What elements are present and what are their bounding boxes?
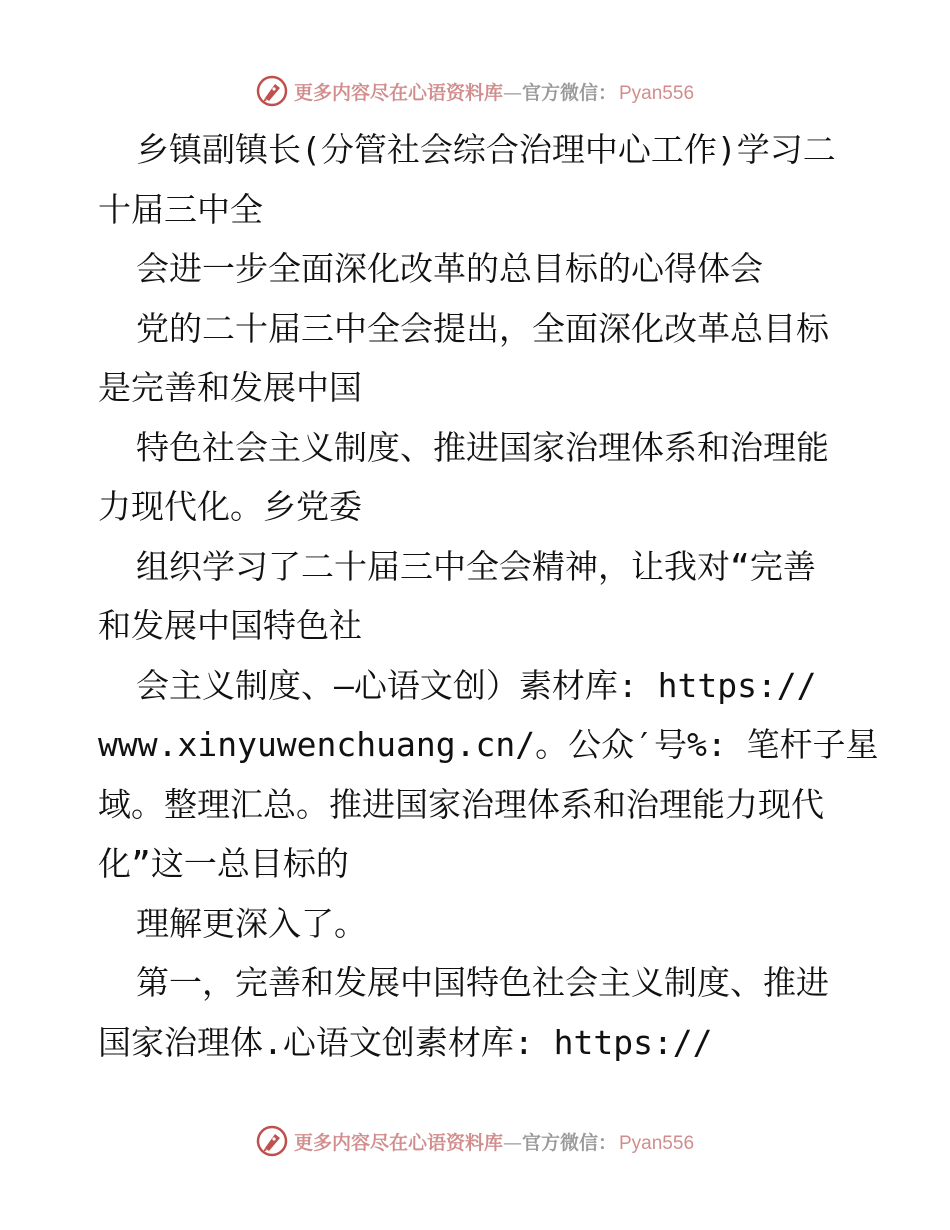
doc-line: 会主义制度、—心语文创）素材库: https:// (136, 665, 817, 705)
footer-banner-wechat-id: Pyan556 (619, 1132, 695, 1154)
doc-line: 十届三中全 (98, 189, 263, 229)
doc-line: 是完善和发展中国 (98, 368, 362, 407)
header-banner-wechat-id: Pyan556 (619, 82, 695, 104)
doc-line: 党的二十届三中全会提出，全面深化改革总目标 (136, 308, 829, 348)
doc-line: 会进一步全面深化改革的总目标的心得体会 (136, 249, 763, 288)
header-banner-separator: — (502, 81, 522, 104)
header-banner-wechat-label: 官方微信： (521, 81, 617, 104)
doc-line: 第一，完善和发展中国特色社会主义制度、推进 (136, 963, 829, 1002)
document-body (98, 120, 879, 1072)
footer-banner-title: 更多内容尽在心语资料库 (293, 1131, 503, 1154)
doc-line: 乡镇副镇长(分管社会综合治理中心工作)学习二 (136, 130, 836, 169)
footer-banner-wechat-label: 官方微信： (521, 1131, 617, 1154)
doc-line: 力现代化。乡党委 (98, 487, 362, 526)
doc-line: www.xinyuwenchuang.cn/。公众′号%: 笔杆子星 (98, 725, 879, 764)
doc-line: 特色社会主义制度、推进国家治理体系和治理能 (136, 427, 829, 467)
footer-banner-separator: — (502, 1131, 522, 1154)
header-banner-text (294, 78, 694, 105)
doc-line: 和发展中国特色社 (98, 606, 362, 645)
header-banner (0, 71, 950, 111)
doc-line: 化”这一总目标的 (98, 844, 349, 883)
pen-nib-logo-icon (256, 1125, 288, 1157)
doc-line: 域。整理汇总。推进国家治理体系和治理能力现代 (98, 784, 824, 824)
footer-banner (0, 1121, 950, 1161)
header-banner-title: 更多内容尽在心语资料库 (293, 81, 503, 104)
pen-nib-logo-icon (256, 75, 288, 107)
doc-line: 组织学习了二十届三中全会精神，让我对“完善 (136, 546, 816, 586)
footer-banner-text (294, 1128, 694, 1155)
doc-line: 理解更深入了。 (136, 903, 367, 943)
doc-line: 国家治理体.心语文创素材库: https:// (98, 1022, 713, 1062)
